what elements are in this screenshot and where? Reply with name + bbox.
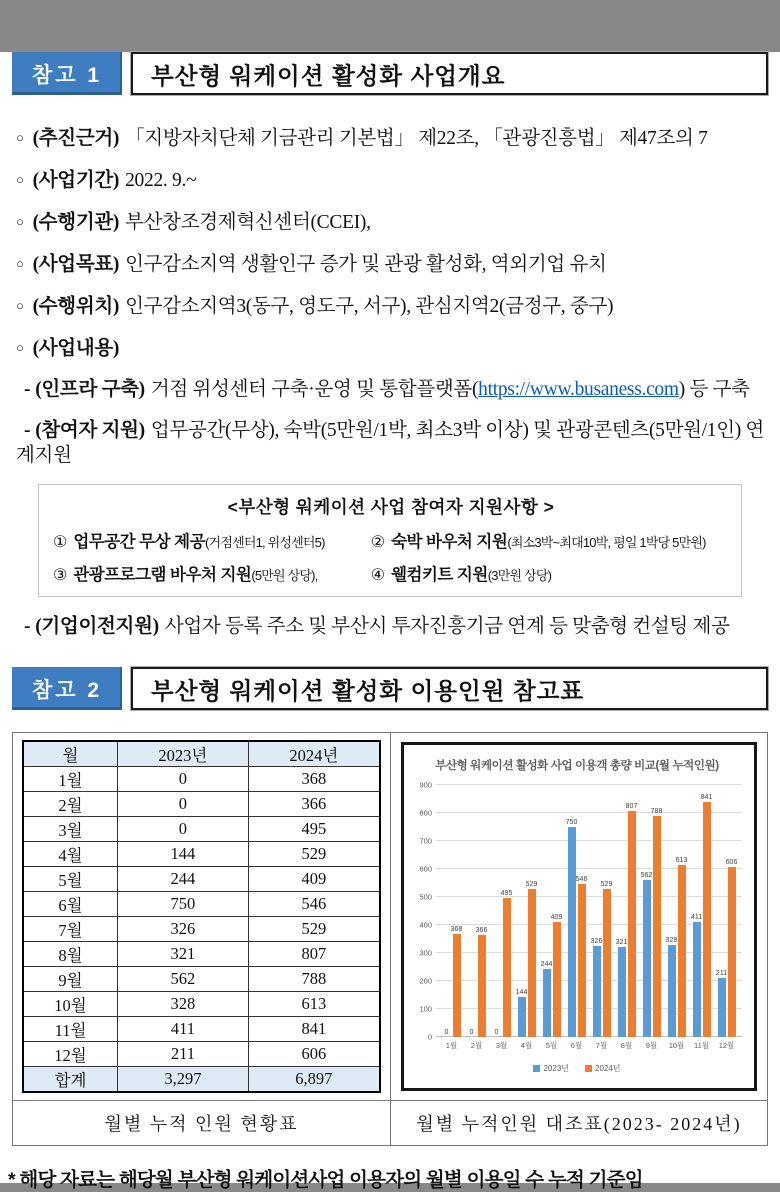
bar-value-label: 529	[525, 880, 538, 888]
bar-group	[692, 785, 712, 1037]
bar-column	[627, 785, 636, 1037]
bar-value-label: 366	[475, 926, 488, 934]
bar-2024년	[653, 816, 661, 1037]
busaness-link[interactable]: https://www.busaness.com	[478, 379, 679, 400]
dash-bullet-icon: -	[24, 616, 31, 637]
y-axis-tick-label: 0	[427, 1032, 432, 1042]
bar-column	[452, 785, 461, 1037]
table-cell: 495	[248, 817, 380, 842]
bar-2023년	[518, 997, 526, 1037]
bar-column	[527, 785, 536, 1037]
table-cell: 3,297	[118, 1067, 249, 1093]
support-box	[38, 484, 742, 597]
bar-2023년	[543, 969, 551, 1037]
table-header-row	[23, 741, 380, 767]
usage-table-body	[23, 767, 380, 1093]
bar-2024년	[553, 922, 561, 1037]
bar-column	[577, 785, 586, 1037]
x-axis-tick-label: 10월	[668, 1041, 685, 1050]
bar-2023년	[693, 922, 701, 1037]
table-cell: 9월	[23, 967, 118, 992]
bar-value-label: 0	[444, 1029, 449, 1036]
table-row	[23, 992, 380, 1017]
bar-group	[442, 785, 462, 1037]
table-cell: 0	[118, 767, 249, 792]
bar-column	[617, 785, 626, 1037]
bar-column	[677, 785, 686, 1037]
bar-column	[552, 785, 561, 1037]
col-2023: 2023년	[118, 741, 249, 767]
table-cell: 6월	[23, 892, 118, 917]
table-row	[23, 967, 380, 992]
legend-item	[585, 1063, 621, 1074]
bar-value-label: 409	[550, 914, 563, 922]
usage-table	[22, 740, 381, 1093]
table-row	[23, 917, 380, 942]
bar-value-label: 211	[715, 969, 728, 977]
bar-2024년	[678, 865, 686, 1037]
y-axis-tick-label: 700	[419, 836, 432, 846]
col-month: 월	[23, 741, 118, 767]
dash-bullet-icon: -	[24, 420, 31, 441]
table-cell: 788	[248, 967, 380, 992]
infra-text-after: ) 등 구축	[678, 379, 750, 400]
bar-groups	[436, 785, 742, 1037]
table-cell: 0	[118, 817, 249, 842]
circle-bullet-icon: ○	[16, 340, 24, 355]
y-axis-tick-label: 900	[419, 780, 432, 790]
bar-column	[717, 785, 726, 1037]
bullet-infra: - (인프라 구축) 거점 위성센터 구축·운영 및 통합플랫폼(https://www.busaness.com) 등 구축	[24, 379, 750, 400]
bullet-period: ○ (사업기간) 2022. 9.~	[16, 170, 197, 191]
chart-cell	[391, 733, 767, 1100]
table-cell: 841	[248, 1017, 380, 1042]
section1-badge: 참고 1	[12, 52, 122, 95]
bar-group	[492, 785, 512, 1037]
bullet-content: ○ (사업내용)	[16, 338, 120, 359]
table-cell: 613	[248, 992, 380, 1017]
table-row	[23, 867, 380, 892]
x-axis-tick-label: 7월	[595, 1041, 608, 1050]
col-2024: 2024년	[248, 741, 380, 767]
support-item-lodging: ② 숙박 바우처 지원(최소3박~최대10박, 평일 1박당 5만원)	[370, 533, 706, 551]
table-cell: 4월	[23, 842, 118, 867]
x-axis-tick-label: 8월	[620, 1041, 633, 1050]
bullet-goal: ○ (사업목표) 인구감소지역 생활인구 증가 및 관광 활성화, 역외기업 유치	[16, 254, 607, 275]
table-cell: 366	[248, 792, 380, 817]
legend-label: 2023년	[543, 1064, 569, 1073]
table-cell: 7월	[23, 917, 118, 942]
bar-2023년	[668, 945, 676, 1037]
x-axis-tick-label: 12월	[718, 1041, 735, 1050]
circle-bullet-icon: ○	[16, 214, 24, 229]
chart-title: 부산형 워케이션 활성화 사업 이용객 총량 비교(월 누적인원)	[435, 760, 719, 772]
bullet-agency: ○ (수행기관) 부산창조경제혁신센터(CCEI),	[16, 212, 371, 233]
bar-2024년	[703, 802, 711, 1037]
circle-bullet-icon: ○	[16, 172, 24, 187]
x-axis-tick-label: 6월	[570, 1041, 583, 1050]
y-axis-tick-label: 200	[419, 976, 432, 986]
bar-value-label: 788	[650, 808, 663, 816]
x-axis-tick-label: 11월	[693, 1041, 710, 1050]
table-cell: 328	[118, 992, 249, 1017]
table-cell: 750	[118, 892, 249, 917]
reference-table-chart-container	[12, 732, 768, 1146]
x-axis-tick-label: 2월	[470, 1041, 483, 1050]
chart-plot-area	[419, 780, 742, 1042]
bar-value-label: 328	[665, 937, 678, 945]
table-row	[23, 892, 380, 917]
table-row	[23, 942, 380, 967]
section2-badge: 참고 2	[12, 667, 122, 710]
bar-column	[602, 785, 611, 1037]
table-cell: 10월	[23, 992, 118, 1017]
x-axis-tick-label: 5월	[545, 1041, 558, 1050]
table-total-row	[23, 1067, 380, 1093]
bar-value-label: 807	[625, 803, 638, 811]
bar-value-label: 750	[565, 819, 578, 826]
bar-column	[652, 785, 661, 1037]
bar-group	[517, 785, 537, 1037]
bar-value-label: 613	[675, 857, 688, 865]
bar-group	[667, 785, 687, 1037]
legend-swatch-icon	[533, 1065, 540, 1072]
table-cell: 합계	[23, 1067, 118, 1093]
bar-value-label: 368	[450, 925, 463, 933]
table-cell: 807	[248, 942, 380, 967]
chart-legend	[412, 1063, 742, 1074]
bar-2024년	[603, 889, 611, 1037]
x-axis-tick-label: 9월	[645, 1041, 658, 1050]
bar-value-label: 529	[600, 880, 613, 888]
legend-swatch-icon	[585, 1065, 592, 1072]
y-axis-tick-label: 600	[419, 864, 432, 874]
usage-table-cell	[13, 733, 391, 1100]
bar-value-label: 0	[494, 1029, 499, 1036]
bar-2024년	[503, 898, 511, 1037]
y-axis-tick-label: 100	[419, 1004, 432, 1014]
table-cell: 8월	[23, 942, 118, 967]
bar-column	[467, 785, 476, 1037]
table-cell: 562	[118, 967, 249, 992]
bar-value-label: 144	[515, 988, 528, 996]
bar-value-label: 411	[690, 913, 703, 921]
bar-column	[727, 785, 736, 1037]
circle-bullet-icon: ○	[16, 298, 24, 313]
bar-2024년	[453, 934, 461, 1037]
bar-group	[567, 785, 587, 1037]
table-cell: 244	[118, 867, 249, 892]
y-axis-tick-label: 500	[419, 892, 432, 902]
y-axis-tick-label: 300	[419, 948, 432, 958]
support-box-items	[53, 528, 729, 585]
legend-label: 2024년	[595, 1064, 621, 1073]
circle-bullet-icon: ○	[16, 130, 24, 145]
section2-title: 부산형 워케이션 활성화 이용인원 참고표	[131, 667, 768, 710]
bar-column	[502, 785, 511, 1037]
table-row	[23, 817, 380, 842]
table-row	[23, 1017, 380, 1042]
bar-value-label: 606	[725, 859, 738, 867]
bar-column	[442, 785, 451, 1037]
dash-bullet-icon: -	[24, 379, 31, 400]
y-axis-tick-label: 800	[419, 808, 432, 818]
table-cell: 368	[248, 767, 380, 792]
bar-value-label: 562	[640, 871, 653, 879]
bullet-relocation: - (기업이전지원) 사업자 등록 주소 및 부산시 투자진흥기금 연계 등 맞춤형 컨설팅 제공	[24, 616, 730, 637]
bar-column	[667, 785, 676, 1037]
chart-x-axis-labels	[436, 1037, 742, 1051]
bar-value-label: 326	[590, 937, 603, 945]
x-axis-tick-label: 1월	[445, 1041, 458, 1050]
section1-title: 부산형 워케이션 활성화 사업개요	[131, 52, 768, 95]
section1-bullets	[16, 125, 768, 468]
bar-2024년	[628, 811, 636, 1037]
table-cell: 2월	[23, 792, 118, 817]
bar-group	[467, 785, 487, 1037]
bar-column	[702, 785, 711, 1037]
bar-value-label: 244	[540, 960, 553, 968]
bar-group	[717, 785, 737, 1037]
bar-group	[592, 785, 612, 1037]
bar-2024년	[578, 884, 586, 1037]
bar-column	[692, 785, 701, 1037]
table-cell: 606	[248, 1042, 380, 1067]
bar-group	[642, 785, 662, 1037]
table-cell: 326	[118, 917, 249, 942]
bar-2023년	[643, 880, 651, 1037]
table-cell: 0	[118, 792, 249, 817]
table-cell: 3월	[23, 817, 118, 842]
bar-2023년	[593, 946, 601, 1037]
bullet-location: ○ (수행위치) 인구감소지역3(동구, 영도구, 서구), 관심지역2(금정구, 중구)	[16, 296, 614, 317]
table-cell: 411	[118, 1017, 249, 1042]
section1-header	[12, 52, 768, 95]
document-page	[0, 52, 780, 1191]
table-cell: 11월	[23, 1017, 118, 1042]
bar-2024년	[728, 867, 736, 1037]
infra-text-before: 거점 위성센터 구축·운영 및 통합플랫폼(	[150, 379, 479, 400]
bar-2024년	[478, 935, 486, 1037]
support-item-workspace: ① 업무공간 무상 제공(거점센터1, 위성센터5)	[53, 533, 325, 551]
table-row	[23, 842, 380, 867]
chart-caption: 월별 누적인원 대조표(2023- 2024년)	[391, 1100, 767, 1145]
bar-group	[542, 785, 562, 1037]
table-cell: 211	[118, 1042, 249, 1067]
footnote: * 해당 자료는 해당월 부산형 워케이션사업 이용자의 월별 이용일 수 누적 기준임	[8, 1169, 643, 1191]
bar-column	[592, 785, 601, 1037]
bar-2023년	[568, 827, 576, 1037]
x-axis-tick-label: 4월	[520, 1041, 533, 1050]
bar-column	[477, 785, 486, 1037]
circle-bullet-icon: ○	[16, 256, 24, 271]
table-cell: 1월	[23, 767, 118, 792]
bar-2024년	[528, 889, 536, 1037]
bar-value-label: 841	[700, 793, 713, 801]
x-axis-tick-label: 3월	[495, 1041, 508, 1050]
bar-value-label: 0	[469, 1029, 474, 1036]
bar-value-label: 321	[615, 939, 628, 947]
bar-column	[567, 785, 576, 1037]
bar-2023년	[718, 978, 726, 1037]
table-cell: 321	[118, 942, 249, 967]
table-row	[23, 1042, 380, 1067]
bar-column	[492, 785, 501, 1037]
legend-item	[533, 1063, 569, 1074]
bar-value-label: 546	[575, 876, 588, 884]
bar-column	[517, 785, 526, 1037]
table-row	[23, 792, 380, 817]
table-cell: 529	[248, 917, 380, 942]
table-row	[23, 767, 380, 792]
section2-header	[12, 667, 768, 710]
table-cell: 6,897	[248, 1067, 380, 1093]
bar-column	[542, 785, 551, 1037]
bullet-participant: - (참여자 지원) 업무공간(무상), 숙박(5만원/1박, 최소3박 이상) 및 관광콘텐츠(5만원/1인) 연계지원	[16, 420, 765, 466]
bullet-basis: ○ (추진근거) 「지방자치단체 기금관리 기본법」 제22조, 「관광진흥법」 제47조의 7	[16, 128, 708, 149]
bar-chart	[401, 742, 757, 1091]
table-cell: 12월	[23, 1042, 118, 1067]
support-box-title: <부산형 워케이션 사업 참여자 지원사항 >	[227, 497, 555, 517]
table-cell: 144	[118, 842, 249, 867]
bar-2023년	[618, 947, 626, 1037]
table-cell: 529	[248, 842, 380, 867]
bar-group	[617, 785, 637, 1037]
bar-value-label: 495	[500, 890, 513, 898]
bar-column	[642, 785, 651, 1037]
support-item-welcome-kit: ④ 웰컴키트 지원(3만원 상당)	[370, 566, 552, 584]
y-axis-tick-label: 400	[419, 920, 432, 930]
table-caption: 월별 누적 인원 현황표	[13, 1100, 391, 1145]
table-cell: 5월	[23, 867, 118, 892]
support-item-tour-program: ③ 관광프로그램 바우처 지원(5만원 상당),	[53, 566, 318, 584]
table-cell: 409	[248, 867, 380, 892]
table-cell: 546	[248, 892, 380, 917]
